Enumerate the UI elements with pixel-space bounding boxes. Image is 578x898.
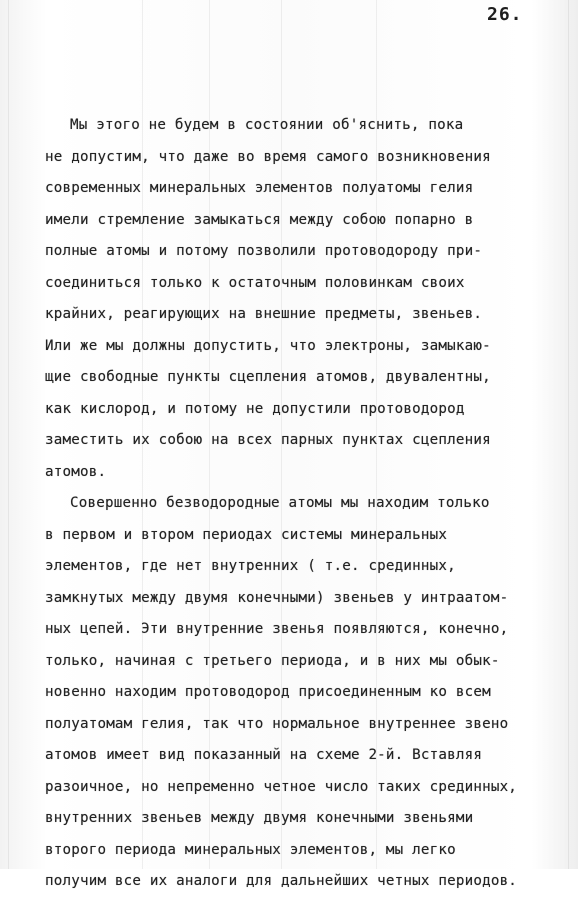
- text-line: не допустим, что даже во время самого возникновения: [45, 148, 491, 165]
- body-text: [45, 110, 570, 898]
- text-line: получим все их аналоги для дальнейших четных периодов.: [45, 873, 518, 889]
- text-line: полные атомы и потому позволили протоводороду при-: [45, 243, 483, 259]
- text-line: внутренних звеньев между двумя конечными звеньями: [45, 810, 474, 826]
- text-line: Или же мы должны допустить, что электроны, замыкаю-: [45, 337, 491, 354]
- text-line: соединиться только к остаточным половинкам своих: [45, 274, 465, 291]
- text-line: элементов, где нет внутренних ( т.е. срединных,: [45, 558, 456, 574]
- text-line: второго периода минеральных элементов, мы легко: [45, 841, 456, 858]
- text-line: в первом и втором периодах системы минеральных: [45, 526, 448, 543]
- text-line: только, начиная с третьего периода, и в них мы обык-: [45, 652, 500, 669]
- text-line: современных минеральных элементов полуатомы гелия: [45, 180, 474, 196]
- text-line: разоичное, но непременно четное число таких срединных,: [45, 778, 518, 795]
- page-number: 26.: [487, 4, 523, 25]
- text-line: Мы этого не будем в состоянии об'яснить, пока: [70, 117, 464, 133]
- text-line: атомов имеет вид показанный на схеме 2-й. Вставляя: [45, 747, 483, 763]
- text-line: ных цепей. Эти внутренние звенья появляются, конечно,: [45, 621, 509, 637]
- text-line: полуатомам гелия, так что нормальное внутреннее звено: [45, 715, 509, 732]
- text-line: как кислород, и потому не допустили протоводород: [45, 400, 465, 417]
- text-line: крайних, реагирующих на внешние предметы, звеньев.: [45, 306, 483, 322]
- text-line: атомов.: [45, 463, 107, 480]
- text-line: заместить их собою на всех парных пунктах сцепления: [45, 432, 491, 448]
- text-line: замкнутых между двумя конечными) звеньев у интраатом-: [45, 589, 509, 606]
- text-line: новенно находим протоводород присоединенным ко всем: [45, 684, 491, 700]
- text-line: щие свободные пункты сцепления атомов, двувалентны,: [45, 369, 491, 385]
- text-line: имели стремление замыкаться между собою попарно в: [45, 211, 474, 228]
- text-line: Совершенно безводородные атомы мы находим только: [70, 495, 490, 511]
